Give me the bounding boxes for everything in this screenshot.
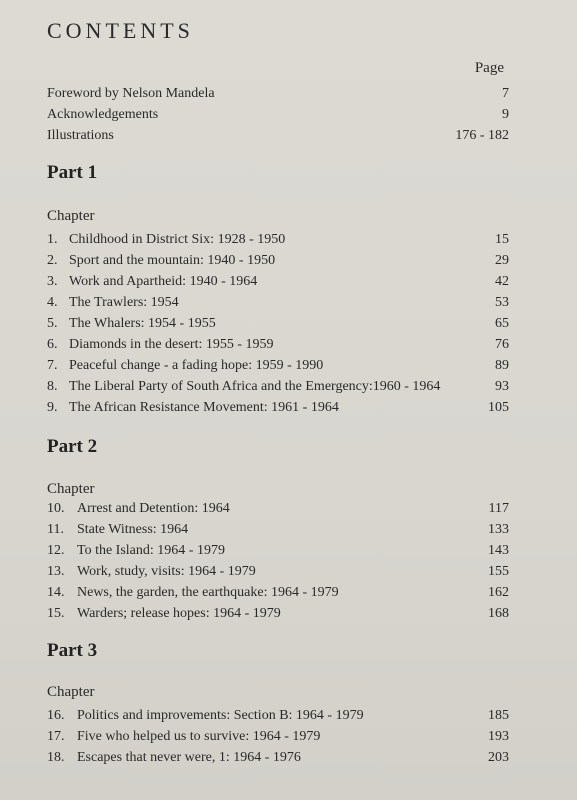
chapter-number: 12. bbox=[47, 543, 65, 558]
chapter-row bbox=[47, 520, 509, 540]
chapter-title: Work and Apartheid: 1940 - 1964 bbox=[69, 274, 258, 289]
part-heading: Part 1 bbox=[47, 162, 98, 183]
chapter-title: Diamonds in the desert: 1955 - 1959 bbox=[69, 337, 274, 352]
chapter-row bbox=[47, 748, 509, 768]
chapter-page: 42 bbox=[495, 274, 509, 289]
chapter-page: 53 bbox=[495, 295, 509, 310]
chapter-number: 13. bbox=[47, 564, 65, 579]
chapter-page: 15 bbox=[495, 232, 509, 247]
chapter-row bbox=[47, 604, 509, 624]
chapter-label: Chapter bbox=[47, 684, 95, 700]
chapter-row bbox=[47, 251, 509, 271]
front-matter-row bbox=[47, 105, 509, 125]
chapter-row bbox=[47, 314, 509, 334]
chapter-page: 155 bbox=[488, 564, 509, 579]
chapter-page: 65 bbox=[495, 316, 509, 331]
page-column-heading: Page bbox=[474, 60, 504, 76]
chapter-page: 93 bbox=[495, 379, 509, 394]
front-matter-row bbox=[47, 126, 509, 146]
chapter-label: Chapter bbox=[47, 481, 95, 497]
chapter-number: 5. bbox=[47, 316, 58, 331]
chapter-number: 17. bbox=[47, 729, 65, 744]
chapter-page: 133 bbox=[488, 522, 509, 537]
chapter-row bbox=[47, 398, 509, 418]
chapter-row bbox=[47, 499, 509, 519]
chapter-row bbox=[47, 727, 509, 747]
chapter-title: The Trawlers: 1954 bbox=[69, 295, 179, 310]
chapter-page: 168 bbox=[488, 606, 509, 621]
chapter-row bbox=[47, 706, 509, 726]
chapter-number: 16. bbox=[47, 708, 65, 723]
chapter-number: 8. bbox=[47, 379, 58, 394]
chapter-page: 203 bbox=[488, 750, 509, 765]
chapter-title: Work, study, visits: 1964 - 1979 bbox=[77, 564, 256, 579]
chapter-number: 11. bbox=[47, 522, 64, 537]
chapter-page: 89 bbox=[495, 358, 509, 373]
chapter-number: 9. bbox=[47, 400, 58, 415]
part-heading: Part 3 bbox=[47, 640, 98, 661]
chapter-row bbox=[47, 335, 509, 355]
chapter-title: Five who helped us to survive: 1964 - 1979 bbox=[77, 729, 321, 744]
chapter-page: 143 bbox=[488, 543, 509, 558]
front-matter-page: 7 bbox=[502, 86, 509, 101]
chapter-title: Arrest and Detention: 1964 bbox=[77, 501, 230, 516]
chapter-title: The Whalers: 1954 - 1955 bbox=[69, 316, 216, 331]
front-matter-page: 176 - 182 bbox=[455, 128, 509, 143]
front-matter-row bbox=[47, 84, 509, 104]
front-matter-label: Acknowledgements bbox=[47, 107, 159, 122]
chapter-number: 10. bbox=[47, 501, 65, 516]
chapter-number: 18. bbox=[47, 750, 65, 765]
chapter-page: 185 bbox=[488, 708, 509, 723]
chapter-title: The Liberal Party of South Africa and the Emergency:1960 - 1964 bbox=[69, 379, 441, 394]
chapter-label: Chapter bbox=[47, 208, 95, 224]
chapter-title: Politics and improvements: Section B: 1964 - 1979 bbox=[77, 708, 364, 723]
chapter-row bbox=[47, 377, 509, 397]
chapter-page: 76 bbox=[495, 337, 509, 352]
front-matter-label: Illustrations bbox=[47, 128, 114, 143]
chapter-title: Sport and the mountain: 1940 - 1950 bbox=[69, 253, 276, 268]
chapter-title: News, the garden, the earthquake: 1964 - 1979 bbox=[77, 585, 339, 600]
chapter-row bbox=[47, 541, 509, 561]
chapter-number: 14. bbox=[47, 585, 65, 600]
chapter-page: 193 bbox=[488, 729, 509, 744]
part-heading: Part 2 bbox=[47, 436, 98, 457]
chapter-number: 7. bbox=[47, 358, 58, 373]
chapter-number: 3. bbox=[47, 274, 58, 289]
chapter-page: 29 bbox=[495, 253, 509, 268]
chapter-number: 2. bbox=[47, 253, 58, 268]
page-title: CONTENTS bbox=[47, 18, 194, 43]
chapter-number: 4. bbox=[47, 295, 58, 310]
chapter-page: 162 bbox=[488, 585, 509, 600]
chapter-number: 1. bbox=[47, 232, 58, 247]
chapter-title: To the Island: 1964 - 1979 bbox=[77, 543, 225, 558]
chapter-title: Childhood in District Six: 1928 - 1950 bbox=[69, 232, 286, 247]
chapter-page: 105 bbox=[488, 400, 509, 415]
chapter-page: 117 bbox=[488, 501, 509, 516]
front-matter-page: 9 bbox=[502, 107, 509, 122]
chapter-title: Peaceful change - a fading hope: 1959 - 1990 bbox=[69, 358, 324, 373]
chapter-row bbox=[47, 230, 509, 250]
chapter-title: Escapes that never were, 1: 1964 - 1976 bbox=[77, 750, 301, 765]
chapter-row bbox=[47, 562, 509, 582]
chapter-row bbox=[47, 293, 509, 313]
chapter-number: 15. bbox=[47, 606, 65, 621]
chapter-row bbox=[47, 356, 509, 376]
chapter-row bbox=[47, 583, 509, 603]
chapter-title: State Witness: 1964 bbox=[77, 522, 189, 537]
chapter-title: Warders; release hopes: 1964 - 1979 bbox=[77, 606, 281, 621]
chapter-row bbox=[47, 272, 509, 292]
front-matter-label: Foreword by Nelson Mandela bbox=[47, 86, 215, 101]
chapter-number: 6. bbox=[47, 337, 58, 352]
chapter-title: The African Resistance Movement: 1961 - 1964 bbox=[69, 400, 339, 415]
